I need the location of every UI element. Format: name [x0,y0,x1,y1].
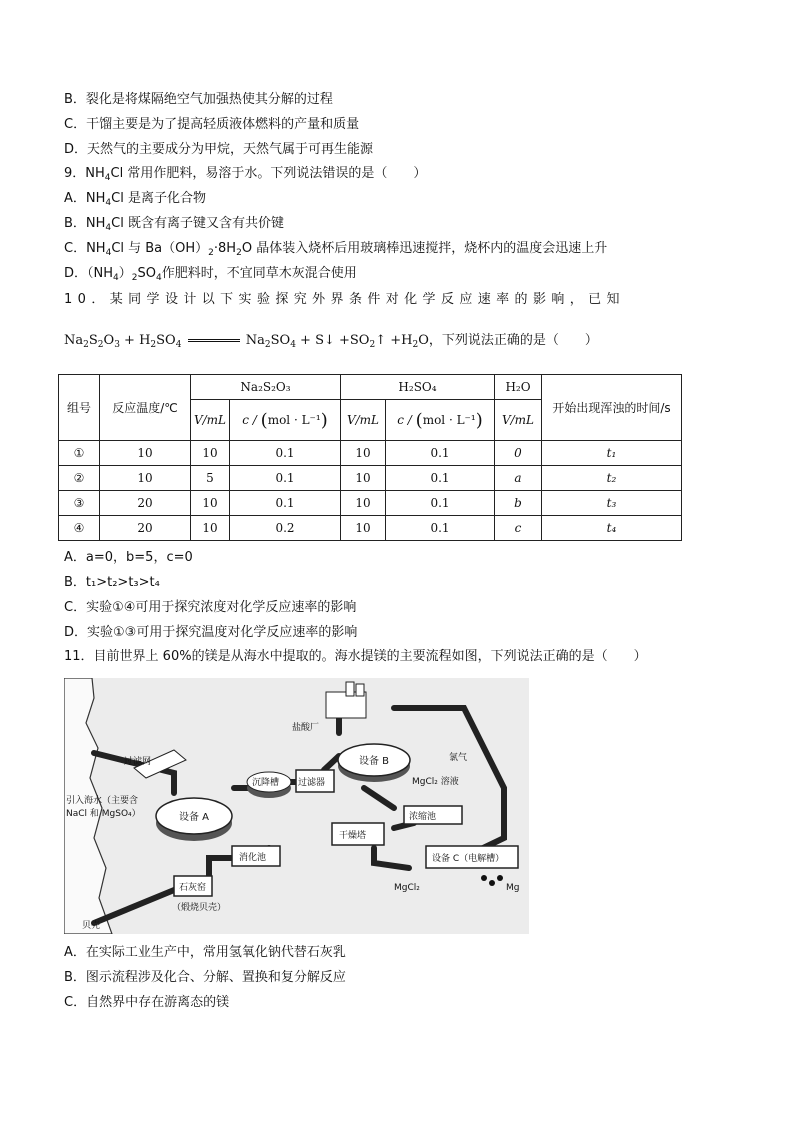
concentration-pool [404,806,462,824]
col-header-time: 开始出现浑浊的时间/s [542,375,682,441]
cell-vw: a [495,466,542,491]
b9-post: Cl 既含有离子键又含有共价键 [111,216,284,231]
cell-v2: 10 [341,441,386,466]
cell-temp: 10 [100,466,191,491]
option-9b: B．$NH_4Cl$ 既含有离子键又含有共价键 [64,216,284,233]
table-row [59,516,682,541]
label-hcl-plant: 盐酸厂 [292,723,320,733]
cell-temp: 10 [100,441,191,466]
c9-mid: Cl 与 Ba（OH） [111,241,209,256]
col-header-h2so4: H₂SO₄ [341,375,495,400]
reaction-equation: $Na_2S_2O_3 + H_2SO_4$ $Na_2SO_4$ + S↓ $+SO_2↑ +H_2O$ [64,333,429,350]
label-mgcl2-solution: MgCl₂ 溶液 [412,777,459,787]
sub-header-c2: c / (mol · L⁻¹) [386,400,495,441]
settling-tank [247,772,291,798]
option-9a: A．$NH_4Cl$ 是离子化合物 [64,191,206,208]
slaking-pool [232,846,280,866]
cell-c2: 0.1 [386,491,495,516]
cell-temp: 20 [100,491,191,516]
cell-c1: 0.1 [230,466,341,491]
cell-time: t₂ [542,466,682,491]
d9-mid: ） [118,266,132,281]
d9-pre: D．（NH [64,266,114,281]
cell-vw: c [495,516,542,541]
c9-pre: C．NH [64,241,106,256]
option-10d: D．实验①③可用于探究温度对化学反应速率的影响 [64,625,358,640]
q9-post: Cl 常用作肥料，易溶于水。下列说法错误的是（ ） [110,166,427,181]
label-kiln-sub: （煅烧贝壳） [172,903,227,913]
sub-header-vw: V/mL [495,400,542,441]
cell-v1: 10 [191,516,230,541]
question-10: 10．某同学设计以下实验探究外界条件对化学反应速率的影响，已知 [64,292,625,307]
question-9: 9．$NH_4Cl$ 常用作肥料，易溶于水。下列说法错误的是（ ） [64,166,427,183]
cell-c2: 0.1 [386,441,495,466]
cell-c1: 0.1 [230,441,341,466]
sub-header-v2: V/mL [341,400,386,441]
c9-mid2: ·8H [213,241,237,256]
device-b [338,744,410,782]
option-9c: C．$NH_4Cl$ 与 $Ba(OH)_2\cdot 8H_2O$ 晶体装入烧杯后用玻璃棒迅速搅拌，烧杯内的温度会迅速上升 [64,241,608,258]
cell-c2: 0.1 [386,516,495,541]
label-filter-net: 过滤网 [124,757,152,767]
label-settle: 沉降槽 [252,778,280,788]
col-header-na2s2o3: Na₂S₂O₃ [191,375,341,400]
cell-id: ④ [59,516,100,541]
option-10b: B．t₁>t₂>t₃>t₄ [64,575,160,590]
label-slaking: 消化池 [239,853,267,863]
cell-v2: 10 [341,491,386,516]
cell-vw: b [495,491,542,516]
option-8b: B．裂化是将煤隔绝空气加强热使其分解的过程 [64,92,333,107]
d9-post: 作肥料时，不宜同草木灰混合使用 [161,266,357,281]
option-8d: D．天然气的主要成分为甲烷，天然气属于可再生能源 [64,142,374,157]
col-header-temp: 反应温度/℃ [100,375,191,441]
cell-v1: 5 [191,466,230,491]
col-header-water: H₂O [495,375,542,400]
magnesium-extraction-diagram [64,678,529,934]
option-10a: A．a=0，b=5，c=0 [64,550,193,565]
table-row [59,466,682,491]
a9-pre: A．NH [64,191,106,206]
option-9d: D．$(NH_4)_2SO_4$作肥料时，不宜同草木灰混合使用 [64,266,357,283]
option-11b: B．图示流程涉及化合、分解、置换和复分解反应 [64,970,346,985]
label-shell: 贝壳 [82,921,101,931]
d9-mid2: SO [137,266,156,281]
q10-suffix: ，下列说法正确的是（ ） [428,333,598,348]
device-a [156,798,232,841]
cell-v2: 10 [341,466,386,491]
label-chlorine: 氯气 [449,753,468,763]
cell-vw: 0 [495,441,542,466]
cell-time: t₁ [542,441,682,466]
option-11c: C．自然界中存在游离态的镁 [64,995,230,1010]
label-device-c: 设备 C（电解槽） [432,854,505,864]
cell-time: t₄ [542,516,682,541]
cell-c2: 0.1 [386,466,495,491]
question-11: 11．目前世界上 60%的镁是从海水中提取的。海水提镁的主要流程如图，下列说法正确的是（ ） [64,649,647,664]
drying-tower [332,823,384,845]
cell-v2: 10 [341,516,386,541]
sub-header-v1: V/mL [191,400,230,441]
option-10c: C．实验①④可用于探究浓度对化学反应速率的影响 [64,600,357,615]
cell-id: ② [59,466,100,491]
label-mgcl2: MgCl₂ [394,883,420,893]
experiment-table [58,374,682,541]
cell-id: ① [59,441,100,466]
cell-c1: 0.1 [230,491,341,516]
label-seawater-1: 引入海水（主要含 [66,796,139,806]
question-10-equation [64,332,598,350]
table-row [59,441,682,466]
q9-pre: 9．NH [64,166,105,181]
label-seawater-2: NaCl 和 MgSO₄） [66,809,141,819]
cell-c1: 0.2 [230,516,341,541]
b9-pre: B．NH [64,216,106,231]
cell-time: t₃ [542,491,682,516]
sub-header-c1: c / (mol · L⁻¹) [230,400,341,441]
cell-temp: 20 [100,516,191,541]
label-kiln: 石灰窑 [179,883,207,893]
a9-post: Cl 是离子化合物 [111,191,206,206]
label-device-b: 设备 B [359,756,390,767]
table-row [59,491,682,516]
label-device-a: 设备 A [179,812,210,823]
option-8c: C．干馏主要是为了提高轻质液体燃料的产量和质量 [64,117,360,132]
col-header-group: 组号 [59,375,100,441]
label-mg: Mg [506,883,520,893]
label-filter: 过滤器 [298,778,326,788]
label-drying: 干燥塔 [339,831,367,841]
cell-v1: 10 [191,441,230,466]
cell-v1: 10 [191,491,230,516]
cell-id: ③ [59,491,100,516]
filter-unit [296,770,334,792]
option-11a: A．在实际工业生产中，常用氢氧化钠代替石灰乳 [64,945,346,960]
label-concentration: 浓缩池 [409,812,437,822]
c9-post: O 晶体装入烧杯后用玻璃棒迅速搅拌，烧杯内的温度会迅速上升 [241,241,608,256]
